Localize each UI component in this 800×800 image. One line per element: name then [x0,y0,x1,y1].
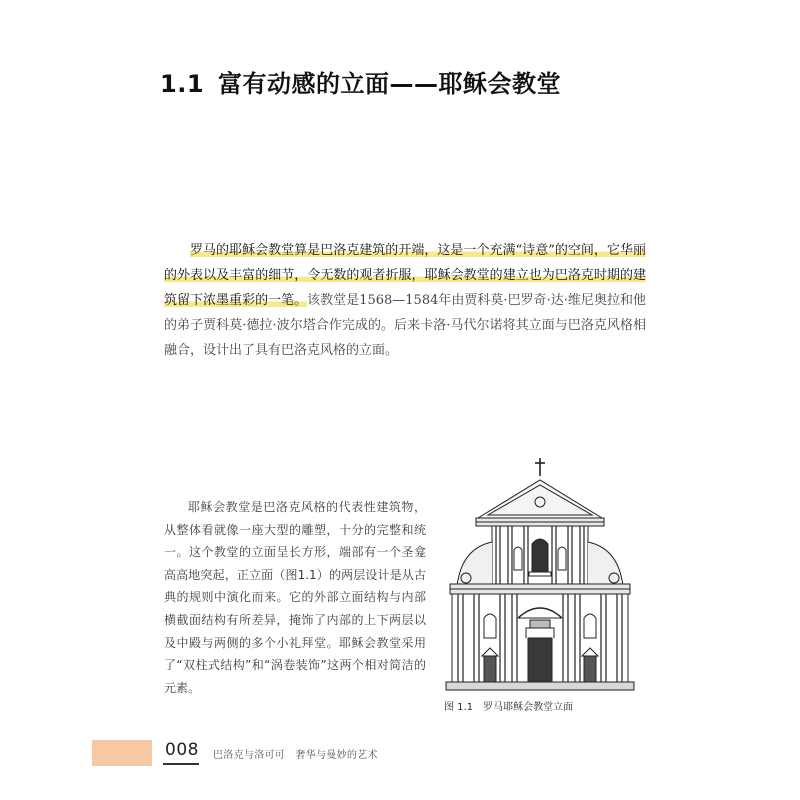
running-footer-book-title: 巴洛克与洛可可 奢华与曼妙的艺术 [213,750,378,761]
highlighted-lead-sentence: 罗马的耶稣会教堂算是巴洛克建筑的开端，这是一个充满“诗意”的空间，它华丽的外表以及丰富的细节，令无数的观者折服，耶稣会教堂的建立也为巴洛克时期的建筑留下浓墨重彩的一笔。 [164,243,646,308]
page-number: 008 [165,740,199,760]
chapter-number: 1.1 [160,70,205,98]
chapter-heading [160,64,561,99]
page-number-underline [163,763,199,765]
chapter-title-text: 富有动感的立面——耶稣会教堂 [218,70,562,98]
intro-paragraph [164,238,646,363]
footer-accent-bar [92,740,152,766]
figure-caption-text: 罗马耶稣会教堂立面 [483,702,574,713]
church-facade-figure [440,452,640,694]
figure-caption [444,698,573,713]
intro-rest-text: 该教堂是1568—1584年由贾科莫·巴罗奇·达·维尼奥拉和他的弟子贾科莫·德拉·波尔塔合作完成的。后来卡洛·马代尔诺将其立面与巴洛克风格相融合，设计出了具有巴洛克风格的立面。 [164,293,646,358]
body-paragraph: 耶稣会教堂是巴洛克风格的代表性建筑物，从整体看就像一座大型的雕塑，十分的完整和统一。这个教堂的立面呈长方形，端部有一个圣龛高高地突起，正立面（图1.1）的两层设计是从古典的规则中演化而来。它的外部立面结构与内部横截面结构有所差异，掩饰了内部的上下两层以及中殿与两侧的多个小礼拜堂。耶稣会教堂采用了“双柱式结构”和“涡卷装饰”这两个相对简洁的元素。 [164,500,426,695]
figure-label: 图 1.1 [444,702,474,713]
church-facade-drawing [440,452,640,694]
